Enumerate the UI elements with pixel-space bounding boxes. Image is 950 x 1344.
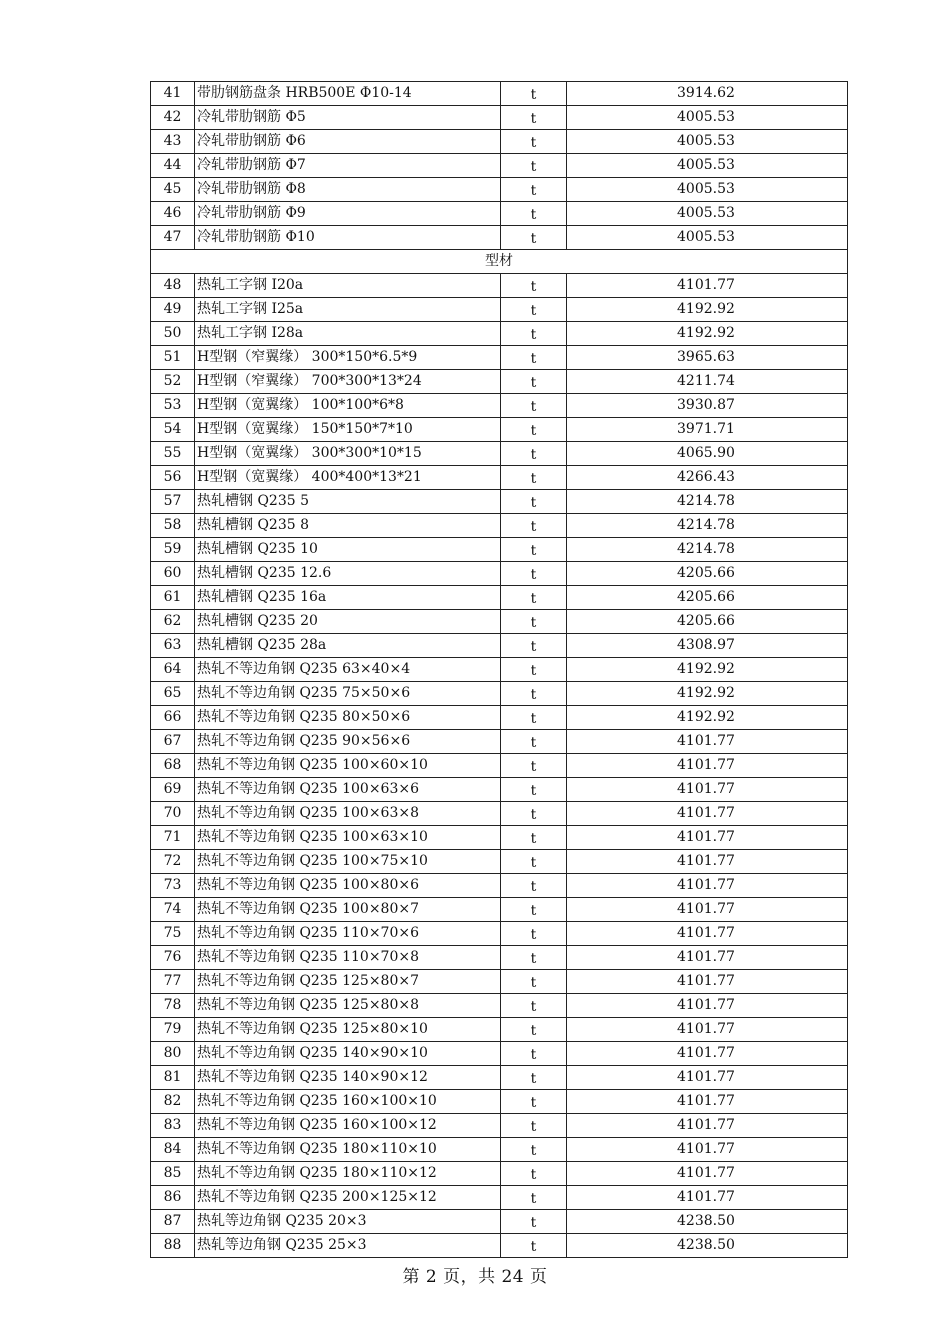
item-price: 4005.53 [567,106,848,130]
item-price: 4214.78 [567,538,848,562]
item-unit: t [501,106,567,130]
item-name: 热轧不等边角钢 Q235 100×63×8 [195,802,501,826]
item-unit: t [501,898,567,922]
item-unit: t [501,754,567,778]
item-unit: t [501,562,567,586]
item-name: H型钢（窄翼缘） 300*150*6.5*9 [195,346,501,370]
row-number: 79 [151,1018,195,1042]
item-price: 4101.77 [567,946,848,970]
item-unit: t [501,1162,567,1186]
item-price: 4101.77 [567,1138,848,1162]
item-name: 冷轧带肋钢筋 Φ10 [195,226,501,250]
item-price: 4238.50 [567,1234,848,1258]
row-number: 86 [151,1186,195,1210]
item-name: 热轧不等边角钢 Q235 160×100×10 [195,1090,501,1114]
item-unit: t [501,1042,567,1066]
item-price: 4211.74 [567,370,848,394]
table-body-rebar [151,82,848,250]
item-unit: t [501,1234,567,1258]
item-price: 4005.53 [567,226,848,250]
table-row [151,178,848,202]
item-unit: t [501,922,567,946]
table-row [151,802,848,826]
item-name: 热轧不等边角钢 Q235 140×90×10 [195,1042,501,1066]
item-price: 4308.97 [567,634,848,658]
row-number: 46 [151,202,195,226]
item-name: H型钢（宽翼缘） 300*300*10*15 [195,442,501,466]
row-number: 58 [151,514,195,538]
item-unit: t [501,418,567,442]
table-row [151,562,848,586]
row-number: 60 [151,562,195,586]
item-price: 3914.62 [567,82,848,106]
item-name: 冷轧带肋钢筋 Φ9 [195,202,501,226]
item-unit: t [501,610,567,634]
item-name: H型钢（宽翼缘） 400*400*13*21 [195,466,501,490]
table-row [151,826,848,850]
item-name: 带肋钢筋盘条 HRB500E Φ10-14 [195,82,501,106]
item-name: H型钢（宽翼缘） 150*150*7*10 [195,418,501,442]
row-number: 64 [151,658,195,682]
item-name: 热轧槽钢 Q235 8 [195,514,501,538]
row-number: 75 [151,922,195,946]
row-number: 44 [151,154,195,178]
item-name: 热轧槽钢 Q235 12.6 [195,562,501,586]
item-price: 4101.77 [567,1114,848,1138]
item-name: 热轧槽钢 Q235 10 [195,538,501,562]
item-name: 热轧不等边角钢 Q235 110×70×8 [195,946,501,970]
item-unit: t [501,706,567,730]
row-number: 65 [151,682,195,706]
row-number: 47 [151,226,195,250]
table-row [151,226,848,250]
item-name: 热轧不等边角钢 Q235 180×110×12 [195,1162,501,1186]
item-price: 4238.50 [567,1210,848,1234]
table-row [151,730,848,754]
item-price: 3965.63 [567,346,848,370]
item-name: 热轧工字钢 I25a [195,298,501,322]
item-name: 热轧不等边角钢 Q235 90×56×6 [195,730,501,754]
item-unit: t [501,82,567,106]
item-unit: t [501,490,567,514]
row-number: 56 [151,466,195,490]
item-name: 热轧不等边角钢 Q235 140×90×12 [195,1066,501,1090]
item-price: 4101.77 [567,970,848,994]
item-unit: t [501,730,567,754]
item-price: 4101.77 [567,1162,848,1186]
row-number: 87 [151,1210,195,1234]
item-unit: t [501,1066,567,1090]
row-number: 59 [151,538,195,562]
item-unit: t [501,226,567,250]
table-row [151,706,848,730]
row-number: 72 [151,850,195,874]
table-row [151,1234,848,1258]
item-unit: t [501,130,567,154]
item-price: 4101.77 [567,802,848,826]
row-number: 76 [151,946,195,970]
item-price: 4101.77 [567,850,848,874]
item-name: 热轧不等边角钢 Q235 125×80×7 [195,970,501,994]
item-name: 热轧槽钢 Q235 20 [195,610,501,634]
row-number: 82 [151,1090,195,1114]
item-unit: t [501,586,567,610]
row-number: 70 [151,802,195,826]
item-price: 4101.77 [567,730,848,754]
item-price: 4005.53 [567,154,848,178]
item-unit: t [501,946,567,970]
row-number: 85 [151,1162,195,1186]
item-price: 4205.66 [567,562,848,586]
item-price: 4101.77 [567,994,848,1018]
section-header-label: 型材 [151,250,848,274]
item-price: 4101.77 [567,1066,848,1090]
item-name: 热轧不等边角钢 Q235 100×80×7 [195,898,501,922]
table-row [151,634,848,658]
item-name: 热轧不等边角钢 Q235 125×80×8 [195,994,501,1018]
item-unit: t [501,394,567,418]
item-name: 热轧槽钢 Q235 28a [195,634,501,658]
row-number: 52 [151,370,195,394]
table-row [151,754,848,778]
item-price: 4101.77 [567,1042,848,1066]
item-name: 热轧槽钢 Q235 16a [195,586,501,610]
item-unit: t [501,154,567,178]
item-price: 4101.77 [567,898,848,922]
table-row [151,1210,848,1234]
item-unit: t [501,970,567,994]
table-row [151,346,848,370]
row-number: 45 [151,178,195,202]
table-row [151,850,848,874]
item-unit: t [501,994,567,1018]
item-unit: t [501,850,567,874]
row-number: 68 [151,754,195,778]
item-price: 4266.43 [567,466,848,490]
item-price: 4214.78 [567,490,848,514]
item-name: 热轧不等边角钢 Q235 63×40×4 [195,658,501,682]
row-number: 67 [151,730,195,754]
table-row [151,682,848,706]
item-price: 4101.77 [567,1090,848,1114]
table-row [151,1114,848,1138]
item-price: 4205.66 [567,610,848,634]
item-unit: t [501,346,567,370]
item-price: 4192.92 [567,706,848,730]
table-row [151,874,848,898]
table-row [151,154,848,178]
item-name: 热轧不等边角钢 Q235 125×80×10 [195,1018,501,1042]
item-price: 4005.53 [567,130,848,154]
item-price: 3930.87 [567,394,848,418]
table-row [151,130,848,154]
table-body-section [151,250,848,274]
item-name: 热轧等边角钢 Q235 25×3 [195,1234,501,1258]
row-number: 73 [151,874,195,898]
table-row [151,994,848,1018]
item-unit: t [501,1138,567,1162]
row-number: 78 [151,994,195,1018]
row-number: 61 [151,586,195,610]
item-price: 4192.92 [567,322,848,346]
item-name: 热轧不等边角钢 Q235 100×80×6 [195,874,501,898]
section-header-row [151,250,848,274]
item-unit: t [501,1018,567,1042]
table-row [151,898,848,922]
row-number: 57 [151,490,195,514]
item-unit: t [501,1114,567,1138]
row-number: 62 [151,610,195,634]
item-price: 4101.77 [567,1186,848,1210]
item-price: 4205.66 [567,586,848,610]
item-name: 热轧工字钢 I28a [195,322,501,346]
item-unit: t [501,1090,567,1114]
item-name: 冷轧带肋钢筋 Φ7 [195,154,501,178]
table-row [151,1090,848,1114]
item-unit: t [501,1210,567,1234]
item-unit: t [501,874,567,898]
item-name: 热轧工字钢 I20a [195,274,501,298]
item-price: 3971.71 [567,418,848,442]
item-unit: t [501,1186,567,1210]
item-unit: t [501,274,567,298]
item-price: 4192.92 [567,658,848,682]
row-number: 80 [151,1042,195,1066]
item-name: 冷轧带肋钢筋 Φ8 [195,178,501,202]
table-row [151,106,848,130]
item-price: 4214.78 [567,514,848,538]
row-number: 66 [151,706,195,730]
item-name: H型钢（宽翼缘） 100*100*6*8 [195,394,501,418]
item-price: 4101.77 [567,874,848,898]
row-number: 74 [151,898,195,922]
row-number: 51 [151,346,195,370]
row-number: 50 [151,322,195,346]
item-price: 4065.90 [567,442,848,466]
item-unit: t [501,826,567,850]
item-unit: t [501,802,567,826]
item-unit: t [501,658,567,682]
item-name: 热轧不等边角钢 Q235 100×60×10 [195,754,501,778]
row-number: 69 [151,778,195,802]
row-number: 81 [151,1066,195,1090]
price-table [150,81,848,1258]
item-price: 4005.53 [567,202,848,226]
row-number: 63 [151,634,195,658]
table-row [151,658,848,682]
table-body-profiles [151,274,848,1258]
item-price: 4192.92 [567,682,848,706]
table-row [151,442,848,466]
item-name: 热轧不等边角钢 Q235 100×63×10 [195,826,501,850]
table-row [151,538,848,562]
table-row [151,514,848,538]
item-name: 热轧槽钢 Q235 5 [195,490,501,514]
table-row [151,1138,848,1162]
row-number: 43 [151,130,195,154]
table-row [151,778,848,802]
table-row [151,970,848,994]
row-number: 55 [151,442,195,466]
table-row [151,418,848,442]
table-row [151,274,848,298]
table-row [151,370,848,394]
item-name: 热轧不等边角钢 Q235 110×70×6 [195,922,501,946]
item-name: 热轧不等边角钢 Q235 160×100×12 [195,1114,501,1138]
table-row [151,946,848,970]
row-number: 84 [151,1138,195,1162]
row-number: 41 [151,82,195,106]
item-name: 热轧不等边角钢 Q235 80×50×6 [195,706,501,730]
row-number: 54 [151,418,195,442]
item-unit: t [501,298,567,322]
item-price: 4101.77 [567,826,848,850]
row-number: 83 [151,1114,195,1138]
item-price: 4101.77 [567,754,848,778]
item-unit: t [501,442,567,466]
page-footer: 第 2 页，共 24 页 [402,1267,548,1287]
table-row [151,82,848,106]
item-price: 4101.77 [567,778,848,802]
table-row [151,466,848,490]
table-row [151,394,848,418]
item-name: 热轧不等边角钢 Q235 100×75×10 [195,850,501,874]
table-row [151,922,848,946]
row-number: 77 [151,970,195,994]
row-number: 71 [151,826,195,850]
table-row [151,1186,848,1210]
table-row [151,322,848,346]
item-unit: t [501,466,567,490]
table-row [151,610,848,634]
row-number: 48 [151,274,195,298]
item-name: 热轧不等边角钢 Q235 180×110×10 [195,1138,501,1162]
item-unit: t [501,778,567,802]
table-row [151,1162,848,1186]
item-unit: t [501,322,567,346]
item-name: H型钢（窄翼缘） 700*300*13*24 [195,370,501,394]
row-number: 49 [151,298,195,322]
row-number: 53 [151,394,195,418]
item-name: 冷轧带肋钢筋 Φ6 [195,130,501,154]
item-price: 4005.53 [567,178,848,202]
item-price: 4101.77 [567,922,848,946]
item-price: 4101.77 [567,274,848,298]
item-name: 热轧等边角钢 Q235 20×3 [195,1210,501,1234]
item-name: 热轧不等边角钢 Q235 200×125×12 [195,1186,501,1210]
table-row [151,490,848,514]
item-name: 热轧不等边角钢 Q235 100×63×6 [195,778,501,802]
item-name: 冷轧带肋钢筋 Φ5 [195,106,501,130]
row-number: 42 [151,106,195,130]
item-unit: t [501,634,567,658]
item-unit: t [501,178,567,202]
table-row [151,1042,848,1066]
table-row [151,1066,848,1090]
item-unit: t [501,682,567,706]
table-row [151,298,848,322]
item-unit: t [501,370,567,394]
item-name: 热轧不等边角钢 Q235 75×50×6 [195,682,501,706]
item-price: 4101.77 [567,1018,848,1042]
table-row [151,202,848,226]
row-number: 88 [151,1234,195,1258]
item-unit: t [501,538,567,562]
item-price: 4192.92 [567,298,848,322]
table-row [151,586,848,610]
table-row [151,1018,848,1042]
item-unit: t [501,514,567,538]
item-unit: t [501,202,567,226]
